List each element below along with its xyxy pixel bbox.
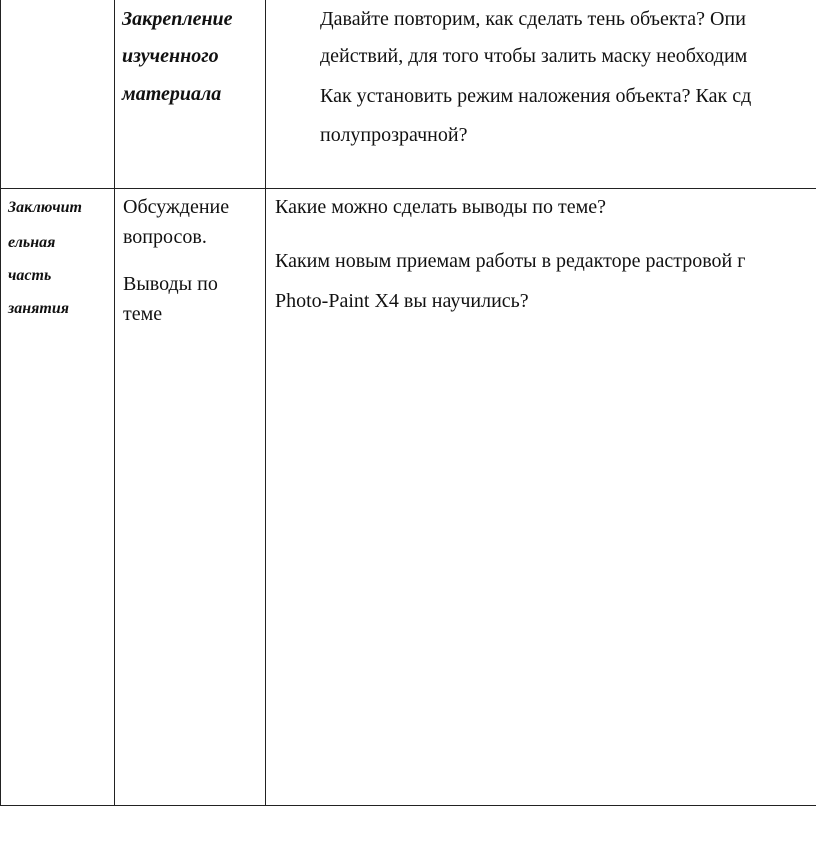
row2-stage-line: Заключит [8, 199, 82, 216]
row1-stage-line: материала [122, 83, 222, 105]
row1-content-line: Как установить режим наложения объекта? Как сд [320, 85, 752, 107]
table-border-bottom [0, 805, 816, 806]
table-border-left [0, 0, 1, 806]
row2-method-line: Обсуждение [123, 196, 230, 218]
row2-stage-line: занятия [8, 300, 69, 317]
row2-stage-line: часть [8, 267, 52, 284]
row1-content-line: полупрозрачной? [320, 124, 468, 146]
row2-stage-line: ельная [8, 234, 56, 251]
row1-stage-line: Закрепление [122, 8, 233, 30]
row1-stage-line: изученного [122, 45, 219, 67]
table-row-divider [0, 188, 816, 189]
row2-content-line: Какие можно сделать выводы по теме? [275, 196, 607, 218]
row2-content-line: Photo-Paint X4 вы научились? [275, 290, 529, 312]
table-divider-col2 [265, 0, 266, 806]
row1-content-line: Давайте повторим, как сделать тень объекта? Опи [320, 8, 746, 30]
row2-content-line: Каким новым приемам работы в редакторе растровой г [275, 250, 746, 272]
row2-method-line: теме [123, 303, 163, 325]
row1-content-line: действий, для того чтобы залить маску необходим [320, 45, 748, 67]
table-divider-col1 [114, 0, 115, 806]
row2-method-line: Выводы по [123, 273, 218, 295]
row2-method-line: вопросов. [123, 226, 207, 248]
